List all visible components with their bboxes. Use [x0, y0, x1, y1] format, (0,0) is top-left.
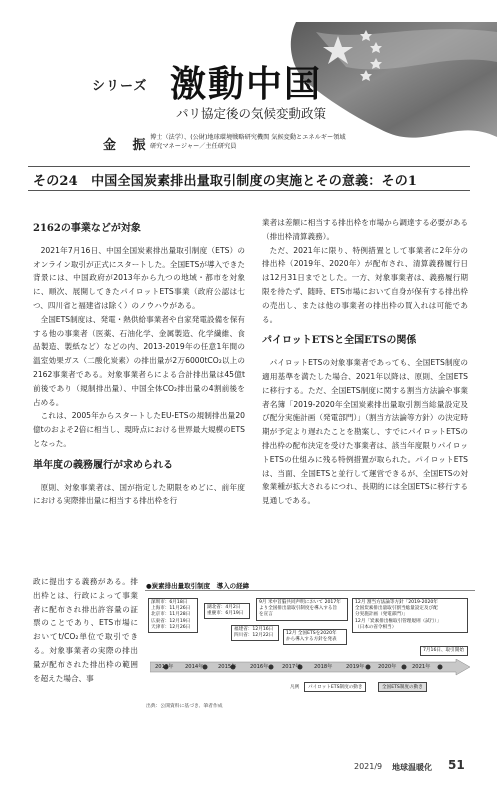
diagram-box-national-2020: [352, 598, 468, 633]
box-line: 全国炭素排出量取引割当総量設定及び配: [355, 606, 438, 612]
left-column-continued: [33, 575, 138, 685]
section-heading-2: 単年度の義務履行が求められる: [33, 459, 173, 471]
left-column: [33, 222, 245, 508]
box-line: 深圳市：6月18日: [151, 600, 188, 605]
diagram-box-pilot-2016: [231, 625, 279, 641]
volume-title: その24 中国全国炭素排出量取引制度の実施とその意義：その1: [33, 174, 418, 189]
divider-bottom: [28, 190, 470, 191]
box-line: を宣言: [259, 612, 273, 618]
legend-label: 凡例: [290, 685, 300, 690]
diagram-box-pilot-2014: [204, 603, 250, 619]
diagram-source: 出典：公開資料に基づき、筆者作成: [146, 704, 223, 709]
year-label: 2021年: [412, 664, 431, 670]
year-label: 2016年: [250, 664, 269, 670]
author-affiliation: [150, 133, 380, 151]
diagram-box-2021: 7月16日、取引開始: [420, 646, 468, 656]
paragraph: これは、2005年からスタートしたEU-ETSの規制排出量20億tのおよそ2倍に相当し、現時点における世界最大規模のETSとなった。: [33, 411, 245, 448]
section-heading-3: パイロットETSと全国ETSの関係: [262, 335, 417, 347]
footer-magazine: 地球温暖化: [392, 763, 432, 772]
box-line: 上海市：11月26日: [151, 606, 191, 612]
author-name: 金 振: [103, 138, 152, 153]
author-affiliation-line-2: 研究マネージャー／主任研究員: [150, 143, 237, 150]
right-column: [262, 216, 468, 508]
year-label: 2019年: [346, 664, 365, 670]
paragraph: 業者は差額に相当する排出枠を市場から調達する必要がある（排出枠清算義務）。: [262, 218, 468, 241]
year-label: 2018年: [314, 664, 333, 670]
series-title: 激動中国: [170, 63, 323, 105]
legend-national: 全国ETS制度の動き: [378, 682, 427, 692]
year-label: 2020年: [378, 664, 397, 670]
box-line: より全国排出量取引制度を導入する旨: [259, 606, 338, 612]
diagram-box-national-2017: [283, 629, 347, 645]
box-line: 9月 米中首脳共同声明において 2017年: [259, 600, 341, 605]
box-line: 北京市：11月28日: [151, 612, 191, 618]
series-kicker: シリーズ: [92, 79, 148, 94]
footer-issue: 2021/9: [354, 762, 383, 771]
box-line: 福建省：12月16日: [234, 627, 274, 632]
paragraph: 原則、対象事業者は、国が指定した期限をめどに、前年度における実際排出量に相当する排出枠を行: [33, 482, 245, 506]
box-line: 天津市：12月26日: [151, 624, 191, 630]
year-label: 2013年: [155, 664, 174, 670]
box-line: 広東省：12月19日: [151, 618, 191, 624]
box-line: 12月 割当方法論等方針「2019-2020年: [355, 600, 438, 605]
series-subtitle: パリ協定後の気候変動政策: [176, 106, 327, 121]
year-label: 2017年: [282, 664, 301, 670]
page-number: 51: [448, 758, 465, 772]
diagram-box-national-2015: [256, 598, 348, 621]
box-line: 分実施計画（発電部門）」: [355, 612, 408, 618]
section-heading-1: 2162の事業などが対象: [33, 223, 141, 234]
paragraph: パイロットETSの対象事業者であっても、全国ETS制度の適用基準を満たした場合、2021年以降は、原則、全国ETSに移行する。ただ、全国ETS制度に関する割当方法論や事業者名簿「2019-2020年全国炭素排出量取引割当総量設定及び配分実施計画（発電部門）」（割当方法論等方針）の決定時期が予定より遅れたことを勘案し、すでにパイロットETSの排出枠の配布決定を受けた事業者は、該当年度限りパイロットETSの仕組みに残る特例措置が取られた。パイロットETSは、当面、全国ETSと並行して運営できるが、全国ETSの対象業種が拡大されるにつれ、長期的には全国ETSに移行する見通しである。: [262, 358, 468, 506]
paragraph: 2021年7月16日、中国全国炭素排出量取引制度（ETS）のオンライン取引が正式にスタートした。全国ETSが導入できた背景には、中国政府が2013年から九つの地域・都市を対象に、順次、展開してきたパイロットETS事業（政府公認は七つ、四川省と福建省は除く）のノウハウがある。: [33, 245, 245, 310]
paragraph: 政に提出する義務がある。排出枠とは、行政によって事業者に配布され排出許容量の証票のことであり、ETS市場においてt/CO₂単位で取引できる。対象事業者の実際の排出量が配布された排出枠の範囲を超えた場合、事: [33, 577, 138, 683]
divider-top: [28, 166, 470, 167]
paragraph: ただ、2021年に限り、特例措置として事業者に2年分の排出枠（2019年、2020年）が配布され、清算義務履行日は12月31日までとした。一方、対象事業者は、義務履行期限を待たず、随時、ETS市場において自身が保有する排出枠の売出し、または他の事業者の排出枠の買入れは可能である。: [262, 245, 468, 324]
year-label: 2015年: [218, 664, 237, 670]
box-line: 12月「炭素排出権取引管理規則（試行）」: [355, 618, 442, 624]
diagram-box-pilot-2013: [148, 598, 198, 633]
year-label: 2014年: [185, 664, 204, 670]
box-line: 四川省：12月22日: [234, 633, 274, 639]
box-line: 湖北省：4月2日: [207, 605, 241, 610]
author-affiliation-line-1: 博士（法学）、(公財)地球環境戦略研究機関 気候変動とエネルギー領域: [150, 134, 346, 141]
diagram-title: ●炭素排出量取引制度 導入の経緯: [146, 582, 250, 590]
legend-pilot: パイロットETS制度の動き: [304, 682, 366, 692]
box-line: 重慶市：6月19日: [207, 611, 244, 617]
paragraph: 全国ETS制度は、発電・熱供給事業者や自家発電設備を保有する他の事業者（医薬、石油化学、金属製造、化学繊維、食品製造、製紙など）などの内、2013-2019年の任意1年間の温室効果ガス（二酸化炭素）の排出量が2万6000tCO₂以上の2162事業者である。対象事業者らによる合計排出量は45億t前後であり（規制排出量）、中国全体CO₂排出量の4割前後を占める。: [33, 314, 245, 407]
box-line: から導入する方針を発表: [286, 637, 337, 643]
box-line: （日本の省令相当）: [355, 624, 397, 630]
box-line: 12月 全国ETSを2020年: [286, 631, 337, 636]
